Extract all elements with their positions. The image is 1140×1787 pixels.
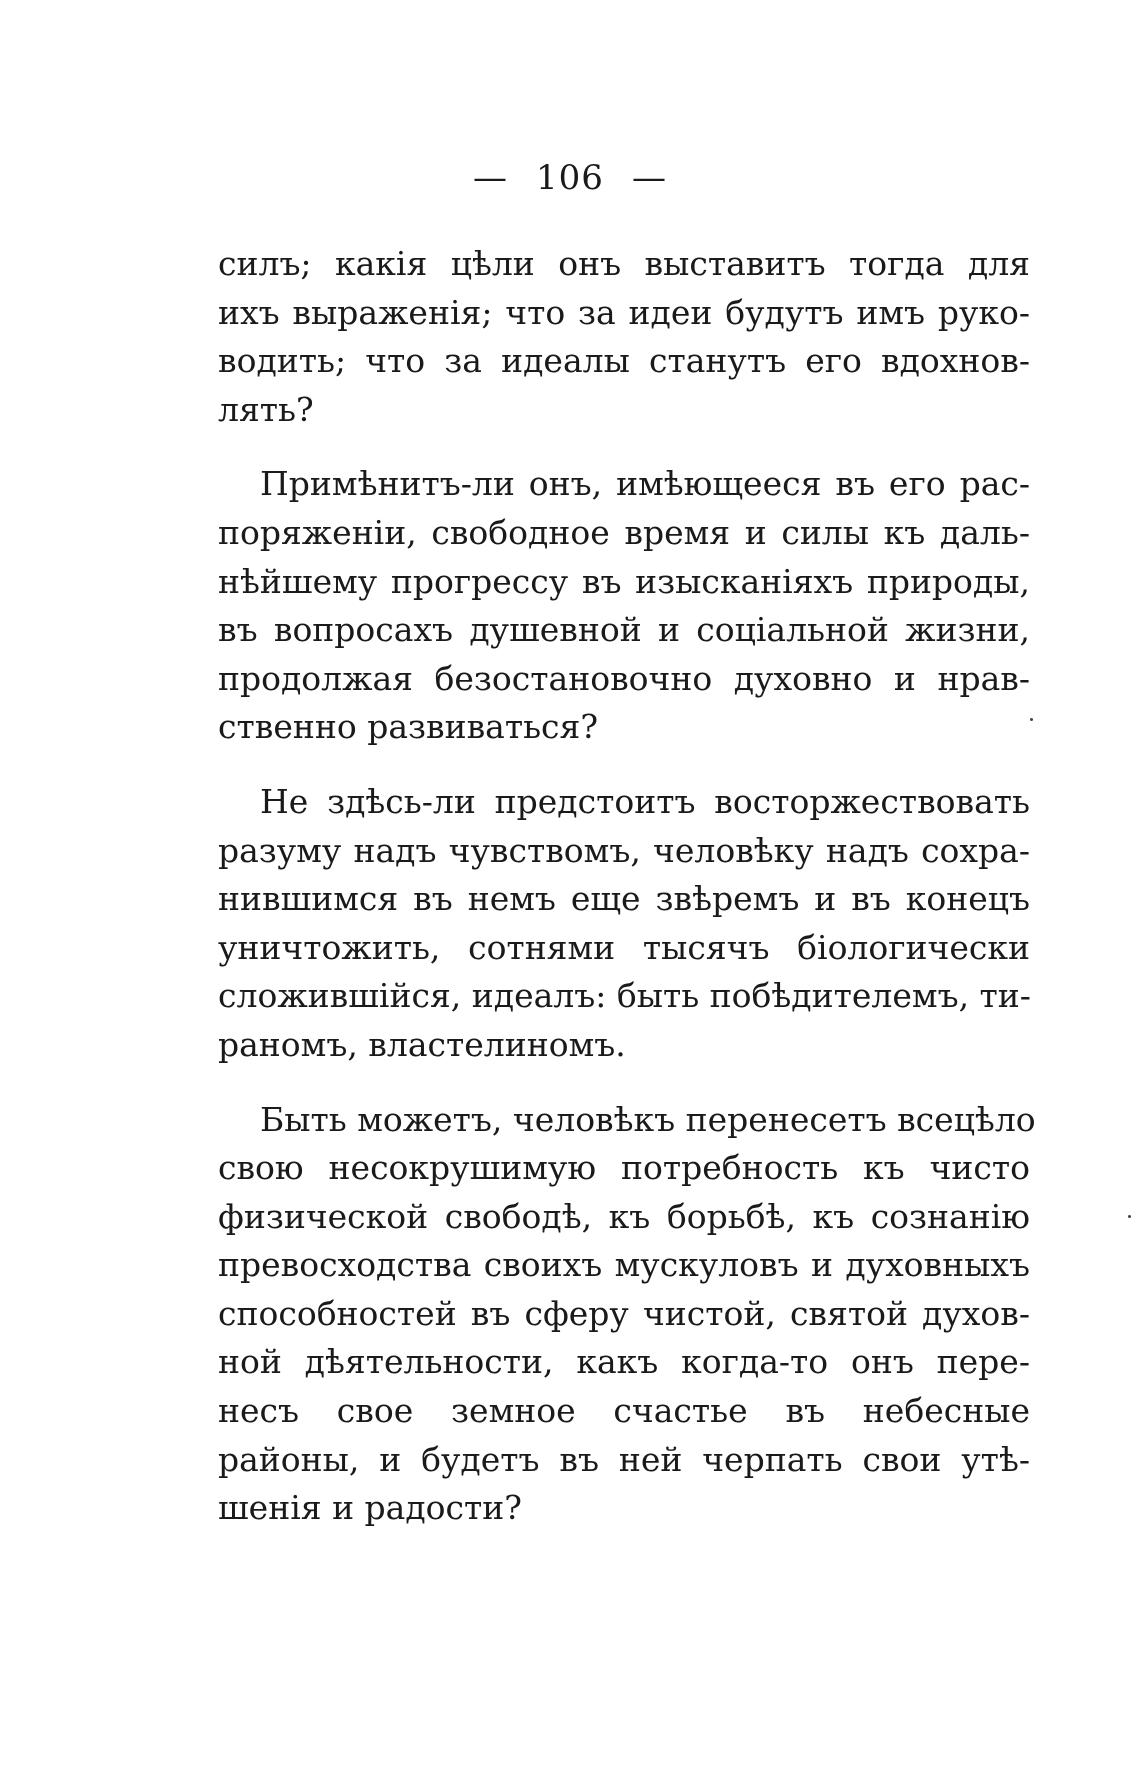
text-line: Быть можетъ, человѣкъ перенесетъ всецѣло [260,1099,1036,1139]
paragraph-3 [218,778,1030,1070]
right-dash: — [631,158,667,198]
text-line: раномъ, властелиномъ. [218,1024,626,1064]
text-line: районы, и будетъ въ ней черпать свои утѣ- [218,1439,1030,1479]
text-line: Примѣнитъ-ли онъ, имѣющееся въ его рас- [260,464,1030,504]
text-line: превосходства своихъ мускуловъ и духовныхъ [218,1245,1030,1285]
paragraph-1 [218,240,1030,434]
text-line: способностей въ сферу чистой, святой духов- [218,1293,1030,1333]
paragraph-4 [218,1096,1036,1533]
text-line: свою несокрушимую потребность къ чисто [218,1148,1030,1188]
text-line: разуму надъ чувствомъ, человѣку надъ сохра- [218,830,1030,870]
text-line: въ вопросахъ душевной и соціальной жизни, [218,610,1030,650]
text-line: Не здѣсь-ли предстоитъ восторжествовать [260,781,1030,821]
page-number: 106 [536,158,604,198]
scan-speck [1128,1215,1131,1218]
text-line: нѣйшему прогрессу въ изысканіяхъ природы, [218,561,1030,601]
text-line: силъ; какія цѣли онъ выставитъ тогда для [218,244,1030,283]
text-line: уничтожить, сотнями тысячъ біологически [218,927,1030,967]
paragraph-2 [218,460,1030,752]
paragraph-spacer [218,1070,1030,1096]
text-line: продолжая безостановочно духовно и нрав- [218,658,1030,698]
text-line: несъ свое земное счастье въ небесные [218,1391,1030,1431]
text-line: водить; что за идеалы станутъ его вдохнов- [218,341,1030,381]
text-line: физической свободѣ, къ борьбѣ, къ сознанію [218,1196,1030,1236]
paragraph-spacer [218,434,1030,460]
paragraph-spacer [218,752,1030,778]
text-line: шенія и радости? [218,1488,522,1528]
text-line: поряженіи, свободное время и силы къ даль- [218,512,1030,552]
text-line: ственно развиваться? [218,707,599,747]
body-text [218,240,1036,1533]
left-dash: — [473,158,509,198]
text-line: ной дѣятельности, какъ когда-то онъ пере- [218,1342,1030,1382]
text-line: ихъ выраженія; что за идеи будутъ имъ руко- [218,292,1030,332]
text-line: лять? [218,389,314,429]
scan-speck [1030,718,1033,721]
page-number-header [0,158,1140,198]
text-line: сложившійся, идеалъ: быть побѣдителемъ, ти- [218,976,1031,1016]
text-line: нившимся въ немъ еще звѣремъ и въ конецъ [218,879,1030,919]
